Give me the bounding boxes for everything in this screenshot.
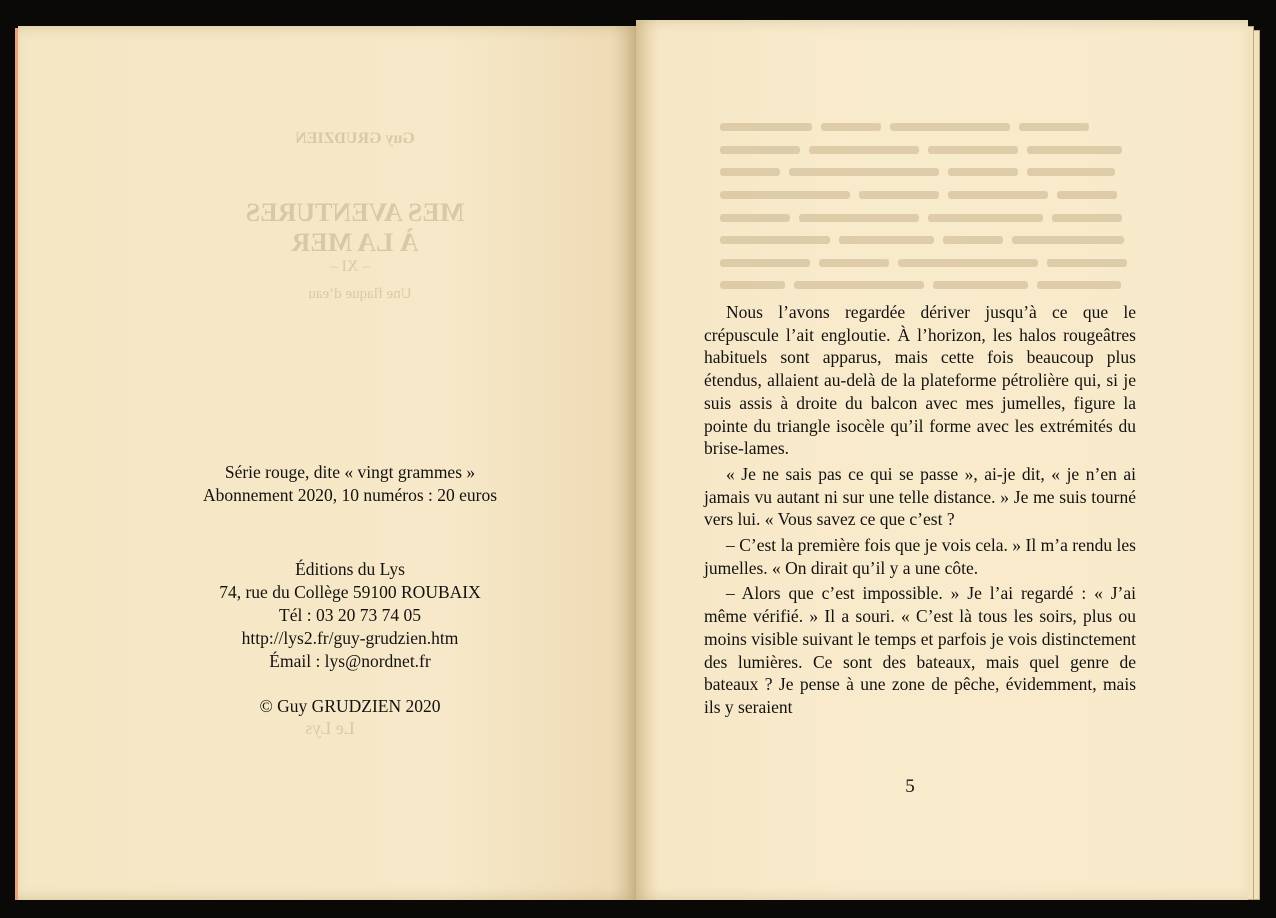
- paragraph: « Je ne sais pas ce qui se passe », ai-je dit, « je n’en ai jamais vu autant ni sur une telle distance. » Je me suis tourné vers lui. « Vous savez ce que c’est ?: [704, 463, 1136, 530]
- body-text: [704, 301, 1136, 719]
- paragraph: Nous l’avons regardée dériver jusqu’à ce que le crépuscule l’ait engloutie. À l’horizon, les halos rougeâtres habituels sont apparus, mais cette fois beaucoup plus étendus, allaient au-delà de la plateforme pétrolière qui, si je suis assis à droite du balcon avec mes jumelles, figure la pointe du triangle isocèle qu’il forme avec les extrémités du brise-lames.: [704, 302, 1136, 459]
- show-through-text: MES AVENTURES: [245, 198, 465, 227]
- show-through-text: À LA MER: [291, 228, 419, 257]
- series-block: [150, 461, 550, 507]
- paragraph: – C’est la première fois que je vois cela. » Il m’a rendu les jumelles. « On dirait qu’il y a une côte.: [704, 535, 1136, 578]
- publisher-phone: Tél : 03 20 73 74 05: [279, 605, 421, 625]
- copyright-line: © Guy GRUDZIEN 2020: [259, 696, 441, 716]
- publisher-address: 74, rue du Collège 59100 ROUBAIX: [219, 582, 481, 602]
- show-through-text: Guy GRUDZIEN: [295, 130, 415, 147]
- publisher-name: Éditions du Lys: [295, 559, 405, 579]
- page-number: 5: [905, 776, 915, 797]
- show-through-text: Une flaque d’eau: [308, 286, 412, 302]
- publisher-block: [150, 558, 550, 673]
- publisher-email: Émail : lys@nordnet.fr: [269, 651, 431, 671]
- publisher-website: http://lys2.fr/guy-grudzien.htm: [241, 628, 459, 648]
- show-through-text: Le Lys: [305, 718, 355, 738]
- copyright-block: [150, 695, 550, 718]
- series-line: Série rouge, dite « vingt grammes »: [224, 462, 476, 482]
- paragraph: – Alors que c’est impossible. » Je l’ai regardé : « J’ai même vérifié. » Il a souri. « C’est là tous les soirs, plus ou moins visible suivant le temps et parfois je vois distinctement des lumières. Ce sont des bateaux, mais quel genre de bateaux ? Je pense à une zone de pêche, évidemment, mais ils y seraient: [704, 583, 1136, 717]
- show-through-lines: [720, 116, 1130, 297]
- show-through-text: – XI –: [329, 258, 371, 275]
- subscription-line: Abonnement 2020, 10 numéros : 20 euros: [202, 485, 498, 505]
